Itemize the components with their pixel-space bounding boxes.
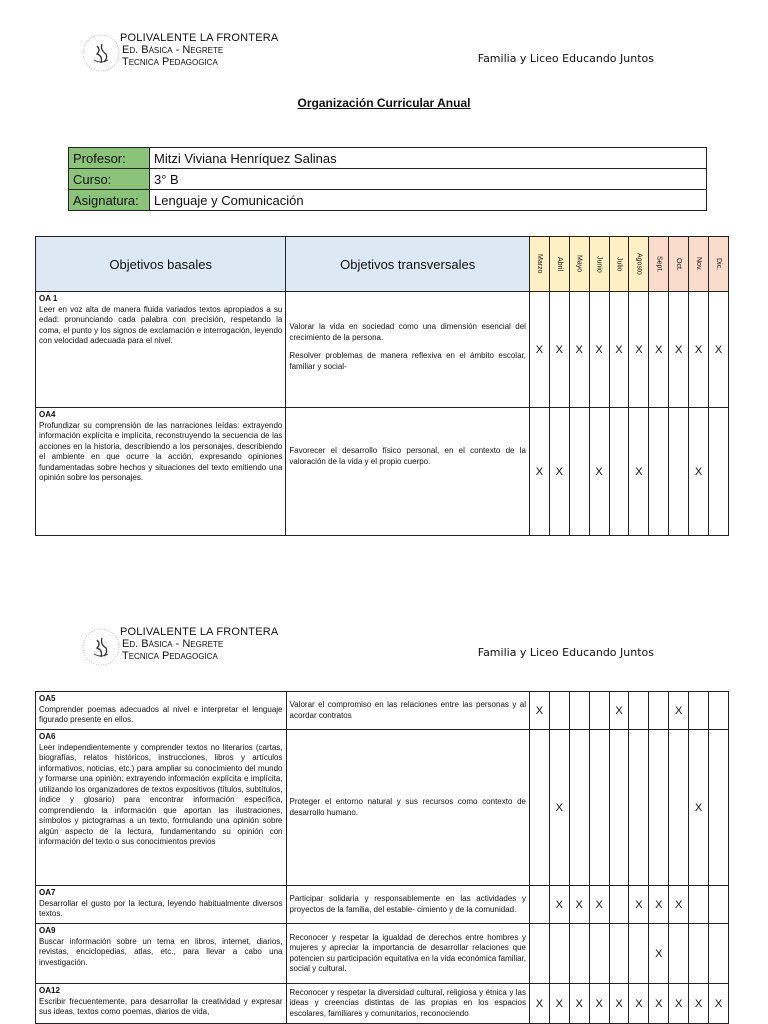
month-mark <box>589 924 609 984</box>
month-mark: X <box>549 730 569 886</box>
objective-basal <box>36 984 287 1024</box>
school-line-1: POLIVALENTE LA FRONTERA <box>120 32 279 44</box>
objective-basal <box>36 292 286 408</box>
transversal-text: Favorecer el desarrollo físico personal, en el contexto de la valoración de la vida y el propio cuerpo. <box>289 446 526 466</box>
table-row <box>36 984 729 1024</box>
info-row <box>69 169 707 190</box>
objective-transversal <box>286 924 530 984</box>
objective-code: OA4 <box>39 410 56 419</box>
month-mark: X <box>609 292 629 408</box>
transversal-text: Reconocer y respetar la diversidad cultural, religiosa y étnica y las ideas y creencias distintas de las propias en los espacios escolares, familiares y comunitarios, reconociendo <box>289 987 526 1018</box>
month-header <box>549 237 569 292</box>
table-row <box>36 408 729 536</box>
month-mark: X <box>569 292 589 408</box>
month-mark: X <box>530 984 550 1024</box>
objective-text: Desarrollar el gusto por la lectura, leyendo habitualmente diversos textos. <box>39 898 283 918</box>
month-mark <box>669 730 689 886</box>
page-header-2 <box>76 626 716 676</box>
transversal-text: Participar solidaria y responsablemente en las actividades y proyectos de la familia, del estable- cimiento y de la comunidad. <box>289 894 526 914</box>
month-label: Agosto <box>635 253 643 275</box>
month-label: Abril <box>555 256 563 271</box>
objective-transversal <box>286 292 530 408</box>
objective-text: Profundizar su comprensión de las narraciones leídas: extrayendo información explícita e implícita, reconstruyendo la secuencia de las acciones en la historia, describiendo a los personajes, describiendo el ambiente en que ocurre la acción, expresando opiniones fundamentadas sobre hechos y situaciones del texto emitiendo una opinión sobre los personajes. <box>39 420 283 482</box>
info-row <box>69 148 707 169</box>
objective-transversal <box>286 692 530 730</box>
month-header <box>629 237 649 292</box>
month-mark: X <box>589 408 609 536</box>
info-row <box>69 190 707 211</box>
month-mark: X <box>609 692 629 730</box>
info-key: Asignatura: <box>69 190 150 211</box>
month-label: Junio <box>595 255 603 273</box>
school-line-3: Tecnica Pedagogica <box>122 56 218 68</box>
month-label: Dic. <box>714 257 722 271</box>
month-mark <box>609 886 629 924</box>
objective-basal <box>36 408 286 536</box>
month-mark <box>708 408 728 536</box>
month-mark: X <box>689 984 709 1024</box>
curricular-table-page-2 <box>35 691 729 1024</box>
month-mark <box>629 730 649 886</box>
month-mark <box>609 730 629 886</box>
month-mark <box>649 408 669 536</box>
month-mark <box>569 924 589 984</box>
table-row <box>36 730 729 886</box>
month-mark: X <box>669 292 689 408</box>
objective-code: OA12 <box>39 986 60 995</box>
objective-text: Buscar información sobre un tema en libros, internet, diarios, revistas, enciclopedias, atlas, etc., para llevar a cabo una investigación. <box>39 936 283 967</box>
page-header <box>76 32 716 82</box>
month-label: Julio <box>615 256 623 272</box>
objective-code: OA7 <box>39 888 56 897</box>
month-header <box>529 237 549 292</box>
transversal-text: Proteger el entorno natural y sus recursos como contexto de desarrollo humano. <box>289 797 526 817</box>
month-mark <box>689 924 709 984</box>
month-mark <box>530 730 550 886</box>
month-mark: X <box>649 886 669 924</box>
month-mark <box>609 924 629 984</box>
month-mark: X <box>549 886 569 924</box>
school-name <box>120 626 278 662</box>
info-key: Profesor: <box>69 148 150 169</box>
month-mark: X <box>530 692 550 730</box>
month-mark <box>569 692 589 730</box>
month-mark <box>629 692 649 730</box>
table-row <box>36 292 729 408</box>
transversal-text: Resolver problemas de manera reflexiva en el ámbito escolar, familiar y social- <box>289 351 526 371</box>
month-mark <box>530 924 550 984</box>
month-mark <box>589 730 609 886</box>
table-row <box>36 924 729 984</box>
month-mark: X <box>549 408 569 536</box>
objective-basal <box>36 924 287 984</box>
month-mark: X <box>609 984 629 1024</box>
month-mark: X <box>649 984 669 1024</box>
month-mark: X <box>569 984 589 1024</box>
month-mark: X <box>589 984 609 1024</box>
month-label: Mayo <box>575 255 583 273</box>
month-mark: X <box>669 886 689 924</box>
school-seal-icon <box>80 626 122 668</box>
info-value: 3° B <box>150 169 707 190</box>
month-mark: X <box>629 886 649 924</box>
month-mark: X <box>689 292 709 408</box>
month-label: Oct. <box>675 257 683 271</box>
objective-code: OA5 <box>39 694 56 703</box>
info-value: Mitzi Viviana Henríquez Salinas <box>150 148 707 169</box>
month-mark: X <box>669 984 689 1024</box>
month-mark <box>709 924 729 984</box>
school-line-3: Tecnica Pedagogica <box>122 650 218 662</box>
motto: Familia y Liceo Educando Juntos <box>477 646 654 659</box>
month-mark: X <box>708 292 728 408</box>
month-mark: X <box>689 730 709 886</box>
info-key: Curso: <box>69 169 150 190</box>
objective-transversal <box>286 984 530 1024</box>
objective-code: OA6 <box>39 732 56 741</box>
month-mark: X <box>549 292 569 408</box>
month-mark: X <box>689 408 709 536</box>
month-mark: X <box>629 408 649 536</box>
month-mark <box>669 924 689 984</box>
month-header <box>589 237 609 292</box>
month-mark <box>569 730 589 886</box>
month-mark: X <box>529 408 549 536</box>
objective-basal <box>36 730 287 886</box>
month-mark: X <box>709 984 729 1024</box>
month-mark <box>569 408 589 536</box>
page-title: Organización Curricular Anual <box>297 96 471 110</box>
month-mark <box>549 924 569 984</box>
month-mark <box>629 924 649 984</box>
month-mark <box>709 886 729 924</box>
header-transversales: Objetivos transversales <box>286 237 530 292</box>
month-header <box>689 237 709 292</box>
objective-transversal <box>286 408 530 536</box>
transversal-text: Valorar el compromiso en las relaciones entre las personas y al acordar contratos <box>289 700 526 720</box>
school-name <box>120 32 278 68</box>
month-mark <box>649 692 669 730</box>
month-mark: X <box>529 292 549 408</box>
month-mark <box>689 886 709 924</box>
table-header-row <box>36 237 729 292</box>
month-header <box>569 237 589 292</box>
motto: Familia y Liceo Educando Juntos <box>477 52 654 65</box>
curricular-table-page-1 <box>35 236 729 536</box>
table-row <box>36 692 729 730</box>
objective-text: Leer en voz alta de manera fluida variados textos apropiados a su edad: pronunciando cada palabra con precisión, respetando la coma, el punto y los signos de exclamación e interrogación, leyendo con velocidad adecuada para el nivel. <box>39 304 283 345</box>
school-seal-icon <box>80 32 122 74</box>
info-value: Lenguaje y Comunicación <box>150 190 707 211</box>
month-mark <box>530 886 550 924</box>
month-mark <box>549 692 569 730</box>
objective-transversal <box>286 730 530 886</box>
month-mark: X <box>589 886 609 924</box>
month-mark: X <box>629 292 649 408</box>
month-mark: X <box>629 984 649 1024</box>
month-mark: X <box>649 292 669 408</box>
month-mark <box>689 692 709 730</box>
month-mark: X <box>589 292 609 408</box>
month-header <box>649 237 669 292</box>
month-mark: X <box>569 886 589 924</box>
month-mark: X <box>669 692 689 730</box>
school-line-2: Ed. Básica - Negrete <box>122 638 224 650</box>
month-mark <box>709 730 729 886</box>
month-mark: X <box>649 924 669 984</box>
objective-text: Leer independientemente y comprender textos no literarios (cartas, biografías, relatos históricos, instrucciones, libros y artículos informativos, noticias, etc.) para ampliar su conocimiento del mundo y formarse una opinión: extrayendo información explícita e implícita, utilizando los organizadores de textos expositivos (títulos, subtítulos, índice y glosario) para encontrar información específica, comprendiendo la información que aportan las ilustraciones, símbolos y pictogramas a un texto, formulando una opinión sobre algún aspecto de la lectura, fundamentando su opinión con información del texto o sus conocimientos previos <box>39 742 283 846</box>
objective-basal <box>36 886 287 924</box>
month-mark <box>709 692 729 730</box>
month-label: Nov. <box>695 257 703 271</box>
month-label: Sept. <box>655 255 663 273</box>
school-line-2: Ed. Básica - Negrete <box>122 44 224 56</box>
month-mark <box>649 730 669 886</box>
transversal-text: Valorar la vida en sociedad como una dimensión esencial del crecimiento de la persona. <box>289 322 526 342</box>
info-table <box>68 147 707 211</box>
table-row <box>36 886 729 924</box>
transversal-text: Reconocer y respetar la igualdad de derechos entre hombres y mujeres y apreciar la importancia de desarrollar relaciones que potencien su participación equitativa en la vida económica familiar, social y cultural. <box>289 932 526 973</box>
month-label: Marzo <box>535 254 543 274</box>
objective-code: OA 1 <box>39 294 58 303</box>
month-mark <box>669 408 689 536</box>
header-basales: Objetivos basales <box>36 237 286 292</box>
month-header <box>708 237 728 292</box>
month-mark <box>609 408 629 536</box>
month-mark: X <box>549 984 569 1024</box>
objective-code: OA9 <box>39 926 56 935</box>
school-line-1: POLIVALENTE LA FRONTERA <box>120 626 279 638</box>
objective-text: Comprender poemas adecuados al nivel e interpretar el lenguaje figurado presente en ellos. <box>39 704 283 724</box>
objective-basal <box>36 692 287 730</box>
objective-transversal <box>286 886 530 924</box>
month-mark <box>589 692 609 730</box>
objective-text: Escribir frecuentemente, para desarrollar la creatividad y expresar sus ideas, textos como poemas, diarios de vida, <box>39 996 283 1016</box>
month-header <box>609 237 629 292</box>
month-header <box>669 237 689 292</box>
